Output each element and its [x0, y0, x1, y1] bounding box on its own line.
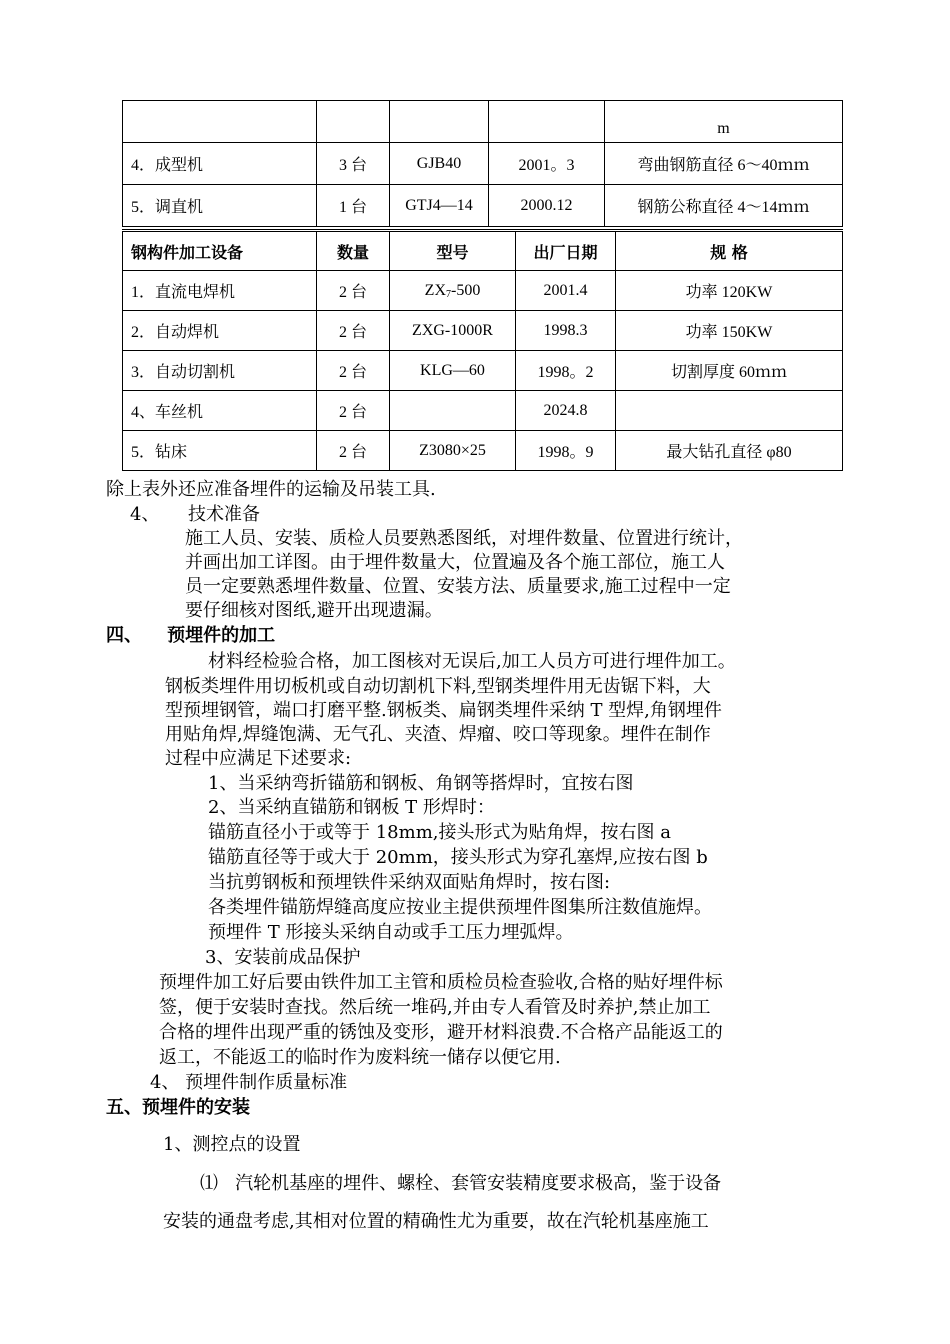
paragraph-line: ⑴ 汽轮机基座的埋件、螺栓、套管安装精度要求极高，鉴于设备	[200, 1173, 722, 1194]
cell-spec	[616, 391, 843, 431]
cell-name: 5．调直机	[123, 185, 317, 227]
equipment-table-1	[122, 100, 843, 227]
paragraph-line: 当抗剪钢板和预埋铁件采纳双面贴角焊时，按右图:	[208, 872, 611, 893]
cell-name: 4．成型机	[123, 143, 317, 185]
cell-spec: 功率 120KW	[616, 271, 843, 311]
model-suffix: -500	[451, 281, 481, 299]
cell-qty: 3 台	[317, 143, 390, 185]
paragraph-line: 员一定要熟悉埋件数量、位置、安装方法、质量要求,施工过程中一定	[185, 576, 731, 597]
table-row	[123, 391, 843, 431]
list-item: 1、测控点的设置	[163, 1134, 301, 1155]
list-item: 4、 预埋件制作质量标准	[150, 1072, 348, 1093]
paragraph-line: 型预埋钢管，端口打磨平整.钢板类、扁钢类埋件采纳 T 型焊,角钢埋件	[165, 700, 722, 721]
model-subscript: 7	[446, 288, 451, 300]
paragraph-line: 返工，不能返工的临时作为废料统一储存以便它用.	[159, 1047, 561, 1068]
paragraph-line: 预埋件 T 形接头采纳自动或手工压力埋弧焊。	[208, 922, 574, 943]
list-item: 2、当采纳直锚筋和钢板 T 形焊时：	[208, 797, 495, 818]
cell-model: GTJ4—14	[390, 185, 489, 227]
equipment-table-2	[122, 229, 843, 471]
table-row	[123, 185, 843, 227]
paragraph-line: 过程中应满足下述要求:	[165, 748, 352, 769]
header-model: 型号	[390, 231, 516, 271]
cell-model	[390, 101, 489, 143]
cell-date	[489, 101, 605, 143]
paragraph-line: 安装的通盘考虑,其相对位置的精确性尤为重要，故在汽轮机基座施工	[163, 1211, 709, 1232]
cell-name: 4、车丝机	[123, 391, 317, 431]
cell-model: Z3080×25	[390, 431, 516, 471]
cell-qty: 2 台	[317, 391, 390, 431]
paragraph-line: 并画出加工详图。由于埋件数量大，位置遍及各个施工部位，施工人	[185, 552, 725, 573]
cell-qty: 2 台	[317, 431, 390, 471]
cell-model: KLG—60	[390, 351, 516, 391]
table-row	[123, 271, 843, 311]
header-date: 出厂日期	[516, 231, 616, 271]
table-header-row	[123, 231, 843, 271]
paragraph-line: 预埋件加工好后要由铁件加工主管和质检员检查验收,合格的贴好埋件标	[159, 972, 723, 993]
cell-model: ZXG-1000R	[390, 311, 516, 351]
cell-spec: 弯曲钢筋直径 6～40ｍｍ	[605, 143, 843, 185]
paragraph-line: 要仔细核对图纸,避开出现遗漏。	[185, 600, 443, 621]
cell-qty	[317, 101, 390, 143]
cell-date: 2001.4	[516, 271, 616, 311]
paragraph-line: 锚筋直径小于或等于 18mm,接头形式为贴角焊，按右图 a	[208, 822, 671, 843]
paragraph-line: 签，便于安装时查找。然后统一堆码,并由专人看管及时养护,禁止加工	[159, 997, 711, 1018]
paragraph-line: 施工人员、安装、质检人员要熟悉图纸，对埋件数量、位置进行统计，	[185, 528, 743, 549]
cell-name: 2．自动焊机	[123, 311, 317, 351]
table-row	[123, 143, 843, 185]
cell-date: 1998。9	[516, 431, 616, 471]
paragraph-line: 用贴角焊,焊缝饱满、无气孔、夹渣、焊瘤、咬口等现象。埋件在制作	[165, 724, 711, 745]
cell-name	[123, 101, 317, 143]
model-prefix: ZX	[424, 281, 446, 299]
cell-spec: 钢筋公称直径 4～14ｍｍ	[605, 185, 843, 227]
header-qty: 数量	[317, 231, 390, 271]
paragraph-line: 除上表外还应准备埋件的运输及吊装工具.	[106, 479, 436, 500]
cell-date: 1998.3	[516, 311, 616, 351]
paragraph-line: 钢板类埋件用切板机或自动切割机下料,型钢类埋件用无齿锯下料，大	[165, 676, 711, 697]
cell-model: GJB40	[390, 143, 489, 185]
cell-spec: 功率 150KW	[616, 311, 843, 351]
cell-spec: m	[605, 101, 843, 143]
cell-qty: 1 台	[317, 185, 390, 227]
table-row	[123, 311, 843, 351]
table-row	[123, 101, 843, 143]
section-heading-tech-prep: 4、 技术准备	[130, 504, 261, 525]
section-heading-4: 四、 预埋件的加工	[106, 625, 276, 646]
cell-date: 2000.12	[489, 185, 605, 227]
list-item: 3、安装前成品保护	[205, 947, 361, 968]
cell-model	[390, 391, 516, 431]
cell-model	[390, 271, 516, 311]
paragraph-line: 各类埋件锚筋焊缝高度应按业主提供预埋件图集所注数值施焊。	[208, 897, 712, 918]
list-item: 1、当采纳弯折锚筋和钢板、角钢等搭焊时，宜按右图	[208, 773, 634, 794]
paragraph-line: 合格的埋件出现严重的锈蚀及变形，避开材料浪费.不合格产品能返工的	[159, 1022, 723, 1043]
cell-qty: 2 台	[317, 271, 390, 311]
table-row	[123, 351, 843, 391]
paragraph-line: 材料经检验合格，加工图核对无误后,加工人员方可进行埋件加工。	[208, 651, 736, 672]
section-heading-5: 五、预埋件的安装	[106, 1097, 250, 1118]
cell-spec: 切割厚度 60ｍｍ	[616, 351, 843, 391]
cell-qty: 2 台	[317, 351, 390, 391]
table-row	[123, 431, 843, 471]
header-name: 钢构件加工设备	[123, 231, 317, 271]
cell-name: 3．自动切割机	[123, 351, 317, 391]
cell-name: 5．钻床	[123, 431, 317, 471]
cell-name: 1．直流电焊机	[123, 271, 317, 311]
cell-date: 2024.8	[516, 391, 616, 431]
cell-qty: 2 台	[317, 311, 390, 351]
cell-spec: 最大钻孔直径 φ80	[616, 431, 843, 471]
header-spec: 规 格	[616, 231, 843, 271]
cell-date: 2001。3	[489, 143, 605, 185]
paragraph-line: 锚筋直径等于或大于 20mm，接头形式为穿孔塞焊,应按右图 b	[208, 847, 708, 868]
cell-date: 1998。2	[516, 351, 616, 391]
